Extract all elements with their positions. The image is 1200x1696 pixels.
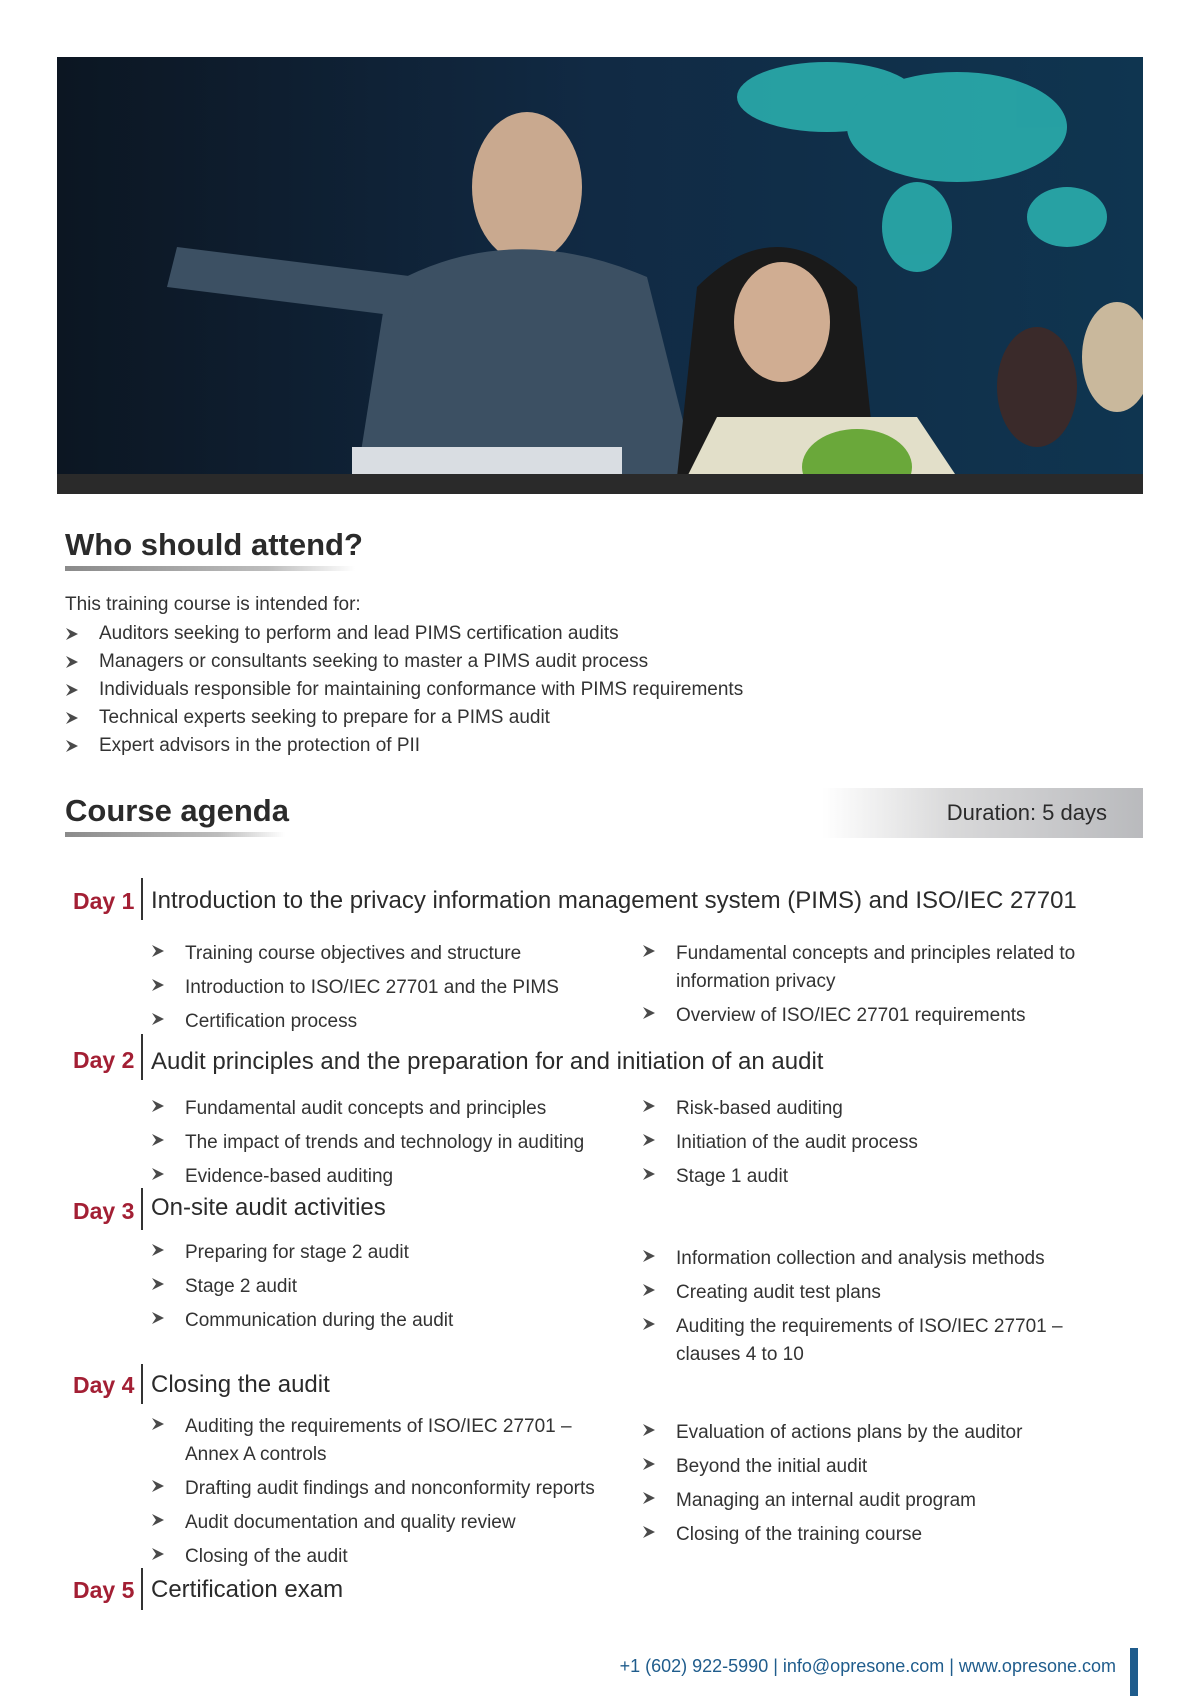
- list-item: [642, 940, 1112, 996]
- list-item-text: Stage 2 audit: [185, 1276, 297, 1297]
- list-item-text: Evidence-based auditing: [185, 1166, 394, 1187]
- list-item: [151, 1509, 621, 1537]
- arrow-bullet-icon: [642, 1167, 656, 1181]
- list-item: [642, 1313, 1112, 1369]
- day-topics-right: [642, 1419, 1112, 1555]
- list-item: [65, 732, 965, 760]
- arrow-bullet-icon: [642, 1099, 656, 1113]
- day-label: Day 4: [73, 1372, 135, 1398]
- day-topics-right: [642, 940, 1112, 1036]
- list-item: [151, 1095, 621, 1123]
- list-item-text: Stage 1 audit: [676, 1166, 788, 1187]
- list-item-text: Closing of the training course: [676, 1524, 923, 1545]
- footer-accent-bar: [1130, 1648, 1138, 1696]
- arrow-bullet-icon: [151, 1012, 165, 1026]
- list-item: [65, 676, 965, 704]
- list-item-text: Creating audit test plans: [676, 1282, 881, 1303]
- arrow-bullet-icon: [151, 1099, 165, 1113]
- day-topics-left: [151, 1413, 621, 1577]
- list-item-text: Beyond the initial audit: [676, 1456, 868, 1477]
- list-item: [151, 974, 621, 1002]
- list-item-text: Information collection and analysis methods: [676, 1248, 1045, 1269]
- arrow-bullet-icon: [642, 1525, 656, 1539]
- list-item-text: Managers or consultants seeking to master a PIMS audit process: [99, 651, 649, 672]
- list-item: [65, 620, 965, 648]
- who-attend-title: Who should attend?: [65, 527, 363, 562]
- day-divider: [141, 1034, 143, 1080]
- arrow-bullet-icon: [642, 1317, 656, 1331]
- arrow-bullet-icon: [151, 1417, 165, 1431]
- arrow-bullet-icon: [151, 1547, 165, 1561]
- arrow-bullet-icon: [65, 655, 79, 669]
- footer-contact: +1 (602) 922-5990 | info@opresone.com | www.opresone.com: [619, 1656, 1116, 1676]
- arrow-bullet-icon: [642, 1457, 656, 1471]
- list-item: [642, 1163, 1112, 1191]
- list-item: [151, 1307, 621, 1335]
- duration-label: Duration: 5 days: [946, 800, 1107, 825]
- list-item-text: Risk-based auditing: [676, 1098, 843, 1119]
- list-item: [151, 1475, 621, 1503]
- duration-box: [822, 788, 1143, 838]
- list-item: [151, 1129, 621, 1157]
- list-item: [642, 1487, 1112, 1515]
- list-item: [65, 648, 965, 676]
- list-item-text: Initiation of the audit process: [676, 1132, 918, 1153]
- day-divider: [141, 1568, 143, 1610]
- list-item-text: Communication during the audit: [185, 1310, 454, 1331]
- day-topics-left: [151, 940, 621, 1042]
- list-item: [642, 1245, 1112, 1273]
- list-item: [642, 1521, 1112, 1549]
- day-label: Day 3: [73, 1198, 135, 1224]
- arrow-bullet-icon: [642, 1491, 656, 1505]
- arrow-bullet-icon: [65, 711, 79, 725]
- arrow-bullet-icon: [65, 739, 79, 753]
- day-label: Day 5: [73, 1577, 135, 1603]
- arrow-bullet-icon: [151, 1277, 165, 1291]
- list-item-text: Evaluation of actions plans by the auditor: [676, 1422, 1023, 1443]
- list-item: [642, 1453, 1112, 1481]
- who-attend-underline: [65, 566, 355, 571]
- day-topics-left: [151, 1095, 621, 1197]
- arrow-bullet-icon: [151, 978, 165, 992]
- list-item-text: Auditors seeking to perform and lead PIMS certification audits: [99, 623, 619, 644]
- arrow-bullet-icon: [642, 1249, 656, 1263]
- list-item-text: Fundamental audit concepts and principles: [185, 1098, 547, 1119]
- arrow-bullet-icon: [151, 1311, 165, 1325]
- arrow-bullet-icon: [151, 1167, 165, 1181]
- list-item: [642, 1129, 1112, 1157]
- day-topics-left: [151, 1239, 621, 1341]
- arrow-bullet-icon: [642, 1283, 656, 1297]
- day-divider: [141, 878, 143, 920]
- list-item: [642, 1095, 1112, 1123]
- list-item: [642, 1002, 1112, 1030]
- list-item-text: Introduction to ISO/IEC 27701 and the PIMS: [185, 977, 559, 998]
- list-item-text: Auditing the requirements of ISO/IEC 27701 – clauses 4 to 10: [676, 1316, 1063, 1365]
- day-divider: [141, 1188, 143, 1230]
- list-item: [151, 1239, 621, 1267]
- arrow-bullet-icon: [151, 1243, 165, 1257]
- arrow-bullet-icon: [642, 944, 656, 958]
- list-item: [151, 1543, 621, 1571]
- arrow-bullet-icon: [642, 1423, 656, 1437]
- list-item-text: Preparing for stage 2 audit: [185, 1242, 409, 1263]
- list-item: [151, 1163, 621, 1191]
- list-item-text: Overview of ISO/IEC 27701 requirements: [676, 1005, 1026, 1026]
- hero-image: [57, 57, 1143, 494]
- list-item: [65, 704, 965, 732]
- who-attend-list: [65, 620, 965, 760]
- list-item-text: Auditing the requirements of ISO/IEC 27701 – Annex A controls: [185, 1416, 572, 1465]
- day-title: Introduction to the privacy information management system (PIMS) and ISO/IEC 27701: [151, 887, 1077, 914]
- list-item: [151, 940, 621, 968]
- day-topics-right: [642, 1095, 1112, 1197]
- list-item-text: Audit documentation and quality review: [185, 1512, 516, 1533]
- list-item: [151, 1413, 621, 1469]
- list-item-text: Technical experts seeking to prepare for a PIMS audit: [99, 707, 550, 728]
- list-item-text: Drafting audit findings and nonconformity reports: [185, 1478, 595, 1499]
- list-item-text: Training course objectives and structure: [185, 943, 522, 964]
- list-item: [642, 1419, 1112, 1447]
- day-title: Certification exam: [151, 1576, 344, 1603]
- list-item-text: Managing an internal audit program: [676, 1490, 976, 1511]
- day-topics-right: [642, 1245, 1112, 1375]
- day-title: Audit principles and the preparation for and initiation of an audit: [151, 1048, 824, 1075]
- list-item: [642, 1279, 1112, 1307]
- list-item-text: Fundamental concepts and principles related to information privacy: [676, 943, 1076, 992]
- day-divider: [141, 1364, 143, 1404]
- list-item-text: Expert advisors in the protection of PII: [99, 735, 421, 756]
- day-title: On-site audit activities: [151, 1194, 386, 1221]
- day-title: Closing the audit: [151, 1371, 330, 1398]
- arrow-bullet-icon: [151, 1133, 165, 1147]
- arrow-bullet-icon: [151, 1513, 165, 1527]
- arrow-bullet-icon: [642, 1006, 656, 1020]
- list-item-text: Individuals responsible for maintaining conformance with PIMS requirements: [99, 679, 744, 700]
- arrow-bullet-icon: [151, 944, 165, 958]
- hero-photo: [57, 57, 1143, 494]
- list-item-text: The impact of trends and technology in auditing: [185, 1132, 585, 1153]
- list-item: [151, 1273, 621, 1301]
- arrow-bullet-icon: [65, 627, 79, 641]
- list-item-text: Closing of the audit: [185, 1546, 348, 1567]
- day-label: Day 1: [73, 888, 135, 914]
- arrow-bullet-icon: [65, 683, 79, 697]
- day-label: Day 2: [73, 1047, 135, 1073]
- who-attend-intro: This training course is intended for:: [65, 594, 361, 615]
- arrow-bullet-icon: [151, 1479, 165, 1493]
- list-item: [151, 1008, 621, 1036]
- agenda-underline: [65, 832, 285, 837]
- agenda-title: Course agenda: [65, 793, 289, 828]
- list-item-text: Certification process: [185, 1011, 358, 1032]
- arrow-bullet-icon: [642, 1133, 656, 1147]
